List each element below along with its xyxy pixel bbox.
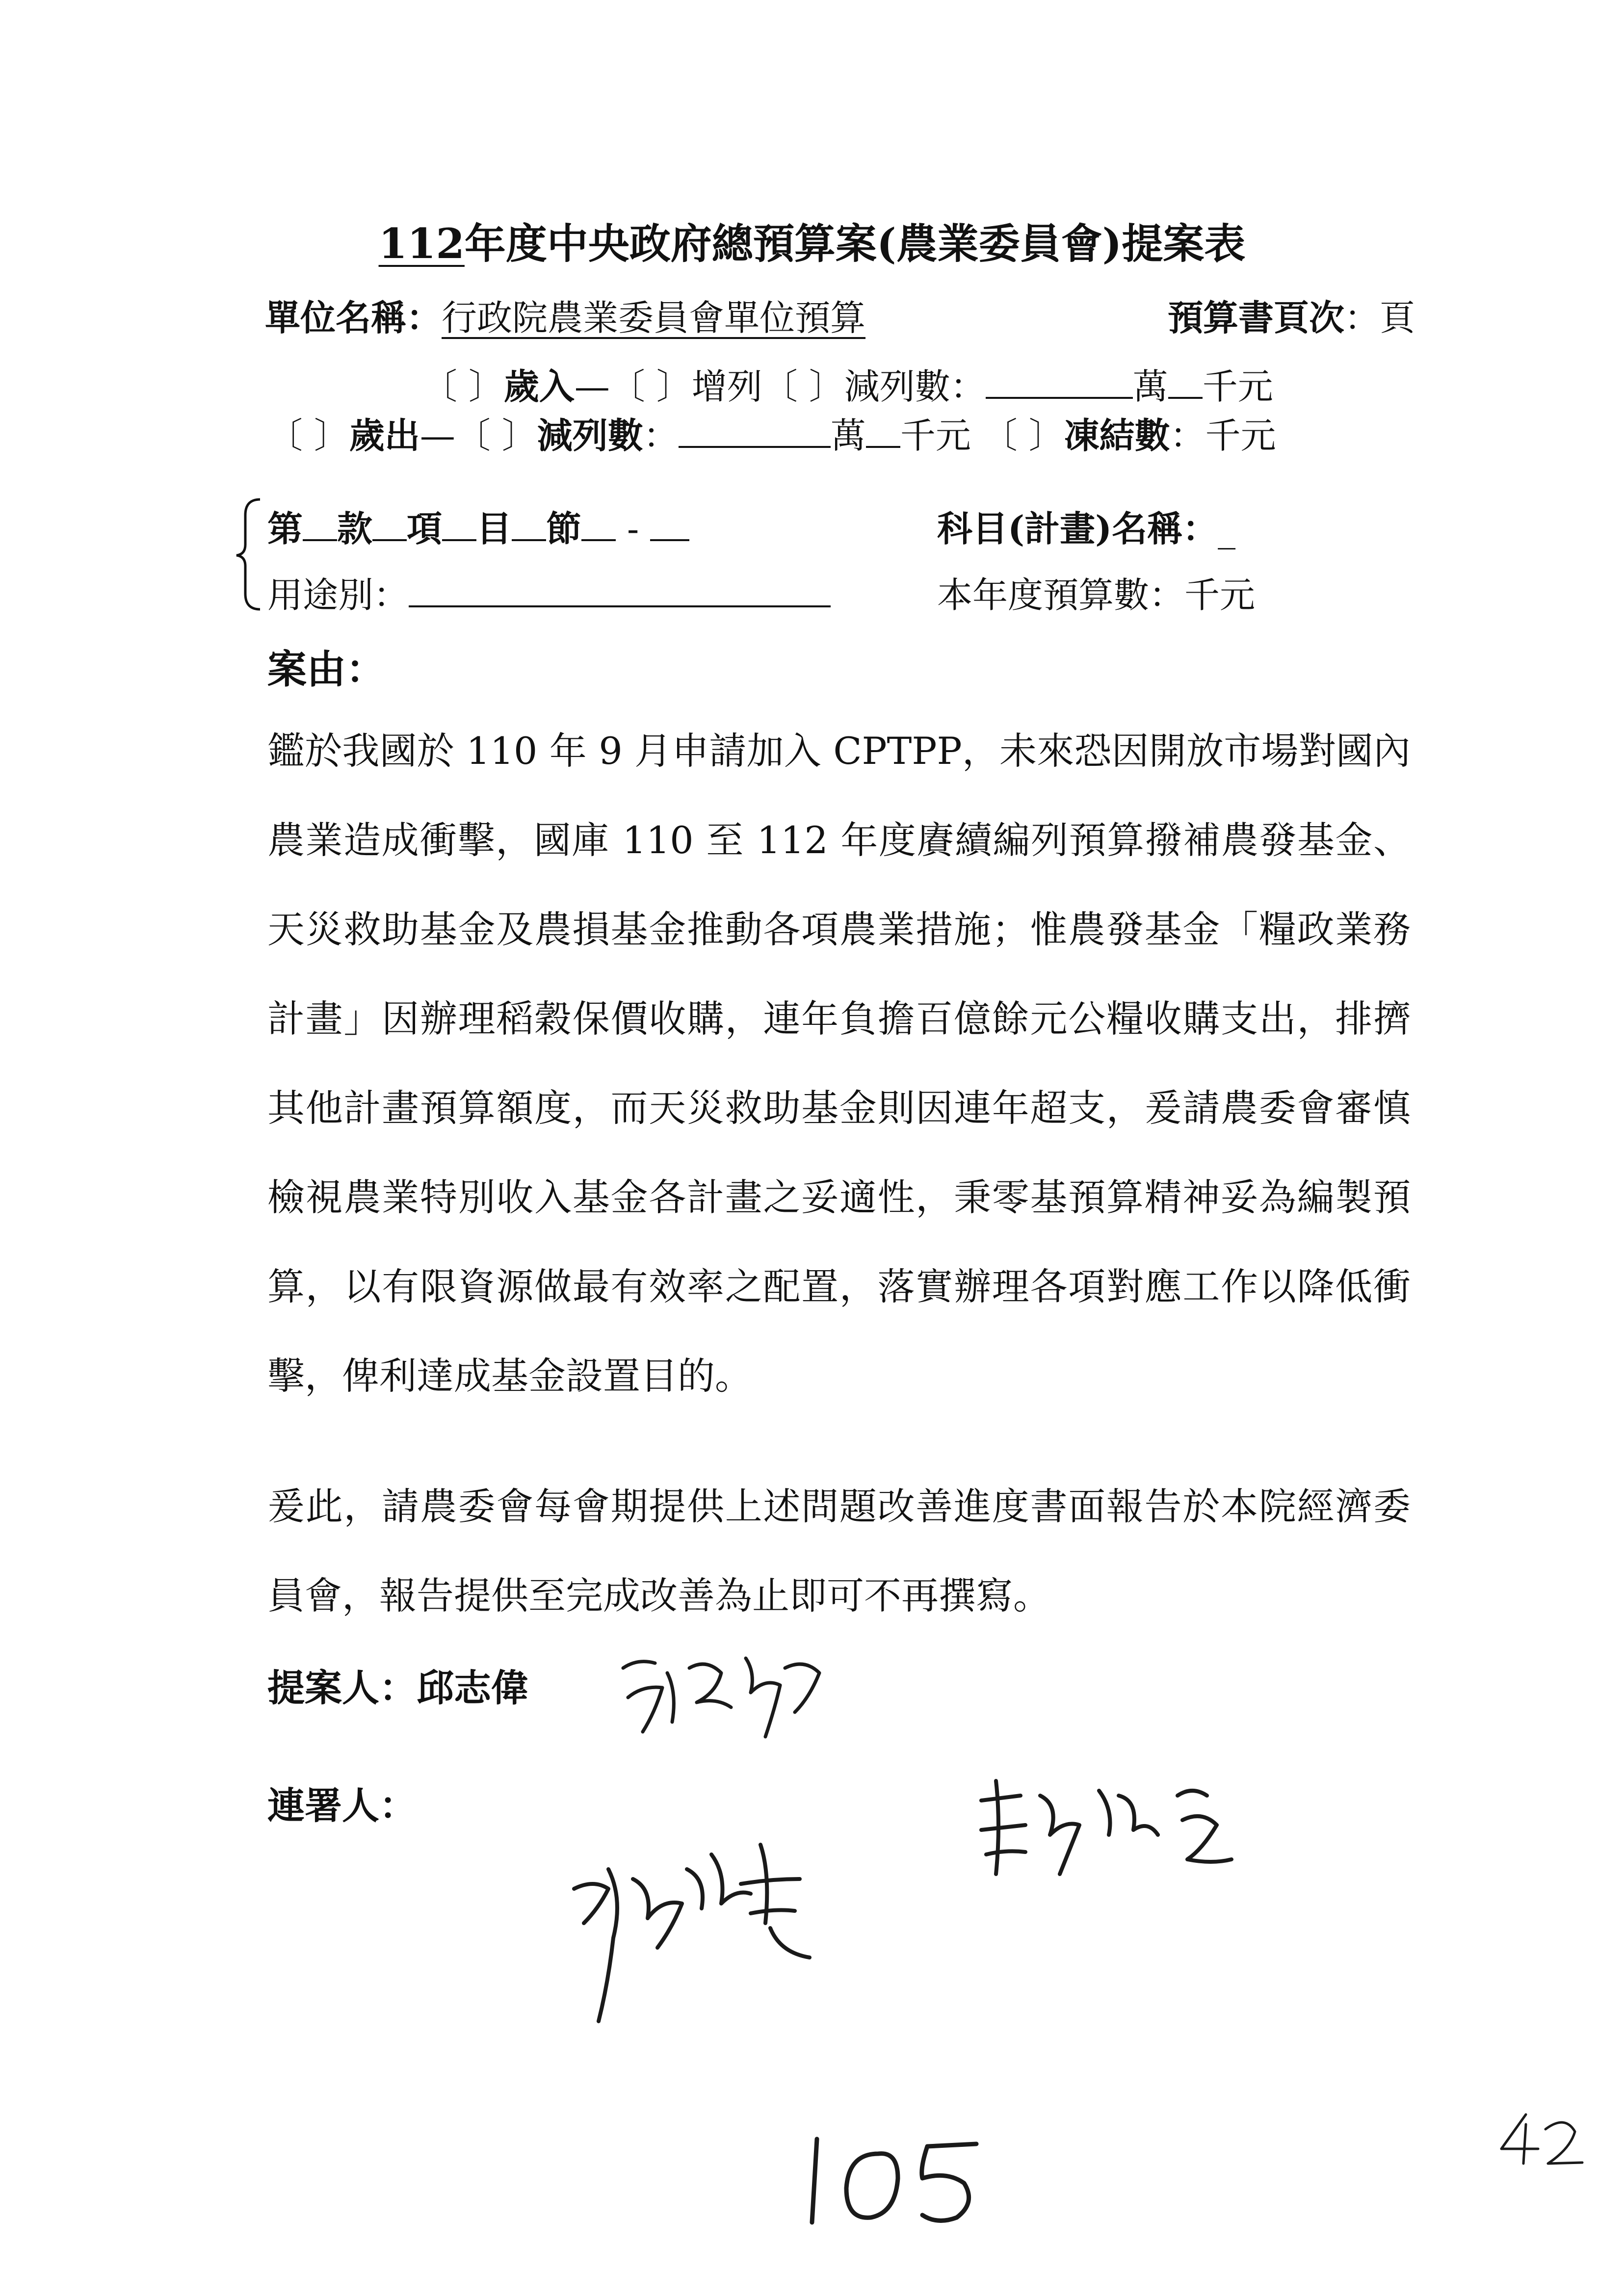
budget-page-line: 預算書頁次：頁 <box>1168 297 1415 339</box>
usage-blank <box>409 570 831 607</box>
document-title: 112年度中央政府總預算案(農業委員會)提案表 <box>378 219 1246 268</box>
corner-number <box>1492 2110 1590 2173</box>
budget-page-label: 預算書頁次 <box>1168 297 1345 339</box>
expense-line: 〔 〕歲出—〔 〕減列數： 萬 千元 〔 〕凍結數：千元 <box>267 407 1276 458</box>
unit-name: 行政院農業委員會單位預算 <box>442 297 866 339</box>
reason-label: 案由： <box>267 646 385 692</box>
reason-paragraph-2: 爰此，請農委會每會期提供上述問題改善進度書面報告於本院經濟委員會，報告提供至完成改善為止即可不再撰寫。 <box>267 1485 1411 1618</box>
proposer-label: 提案人： <box>267 1666 417 1710</box>
revenue-line: 〔 〕歲入—〔 〕增列〔 〕減列數： 萬 千元 <box>422 358 1273 409</box>
revenue-amount-blank <box>986 362 1133 399</box>
reason-paragraph-1: 鑑於我國於 110 年 9 月申請加入 CPTPP，未來恐因開放市場對國內農業造成衝擊，國庫 110 至 112 年度賡續編列預算撥補農發基金、天災救助基金及農損基金推動各項農業措施；惟農發基金「糧政業務計畫」因辦理稻穀保價收購，連年負擔百億餘元公糧收購支出，排擠其他計畫預算額度，而天災救助基金則因連年超支，爰請農委會審慎檢視農業特別收入基金各計畫之妥適性，秉零基預算精神妥為編製預算，以有限資源做最有效率之配置，落實辦理各項對應工作以降低衝擊，俾利達成基金設置目的。 <box>267 729 1411 1398</box>
item-brace <box>231 496 270 613</box>
item-number-line: 第 款 項 目 節 - <box>267 500 689 551</box>
cosigner-signature-2 <box>564 1825 819 2031</box>
cosigner-signature-1 <box>967 1766 1241 1894</box>
proposer-line <box>267 1658 528 1712</box>
annual-budget-line: 本年度預算數：千元 <box>937 574 1256 616</box>
page-number <box>795 2124 1001 2232</box>
cosigner-label: 連署人： <box>267 1784 417 1827</box>
proposer-name: 邱志偉 <box>417 1666 528 1710</box>
proposer-signature <box>608 1639 834 1751</box>
unit-label: 單位名稱： <box>265 297 442 339</box>
unit-name-line <box>265 289 865 340</box>
expense-amount-blank <box>679 411 831 448</box>
usage-line: 用途別： <box>267 567 831 618</box>
subject-line: 科目(計畫)名稱：_ <box>937 508 1236 549</box>
